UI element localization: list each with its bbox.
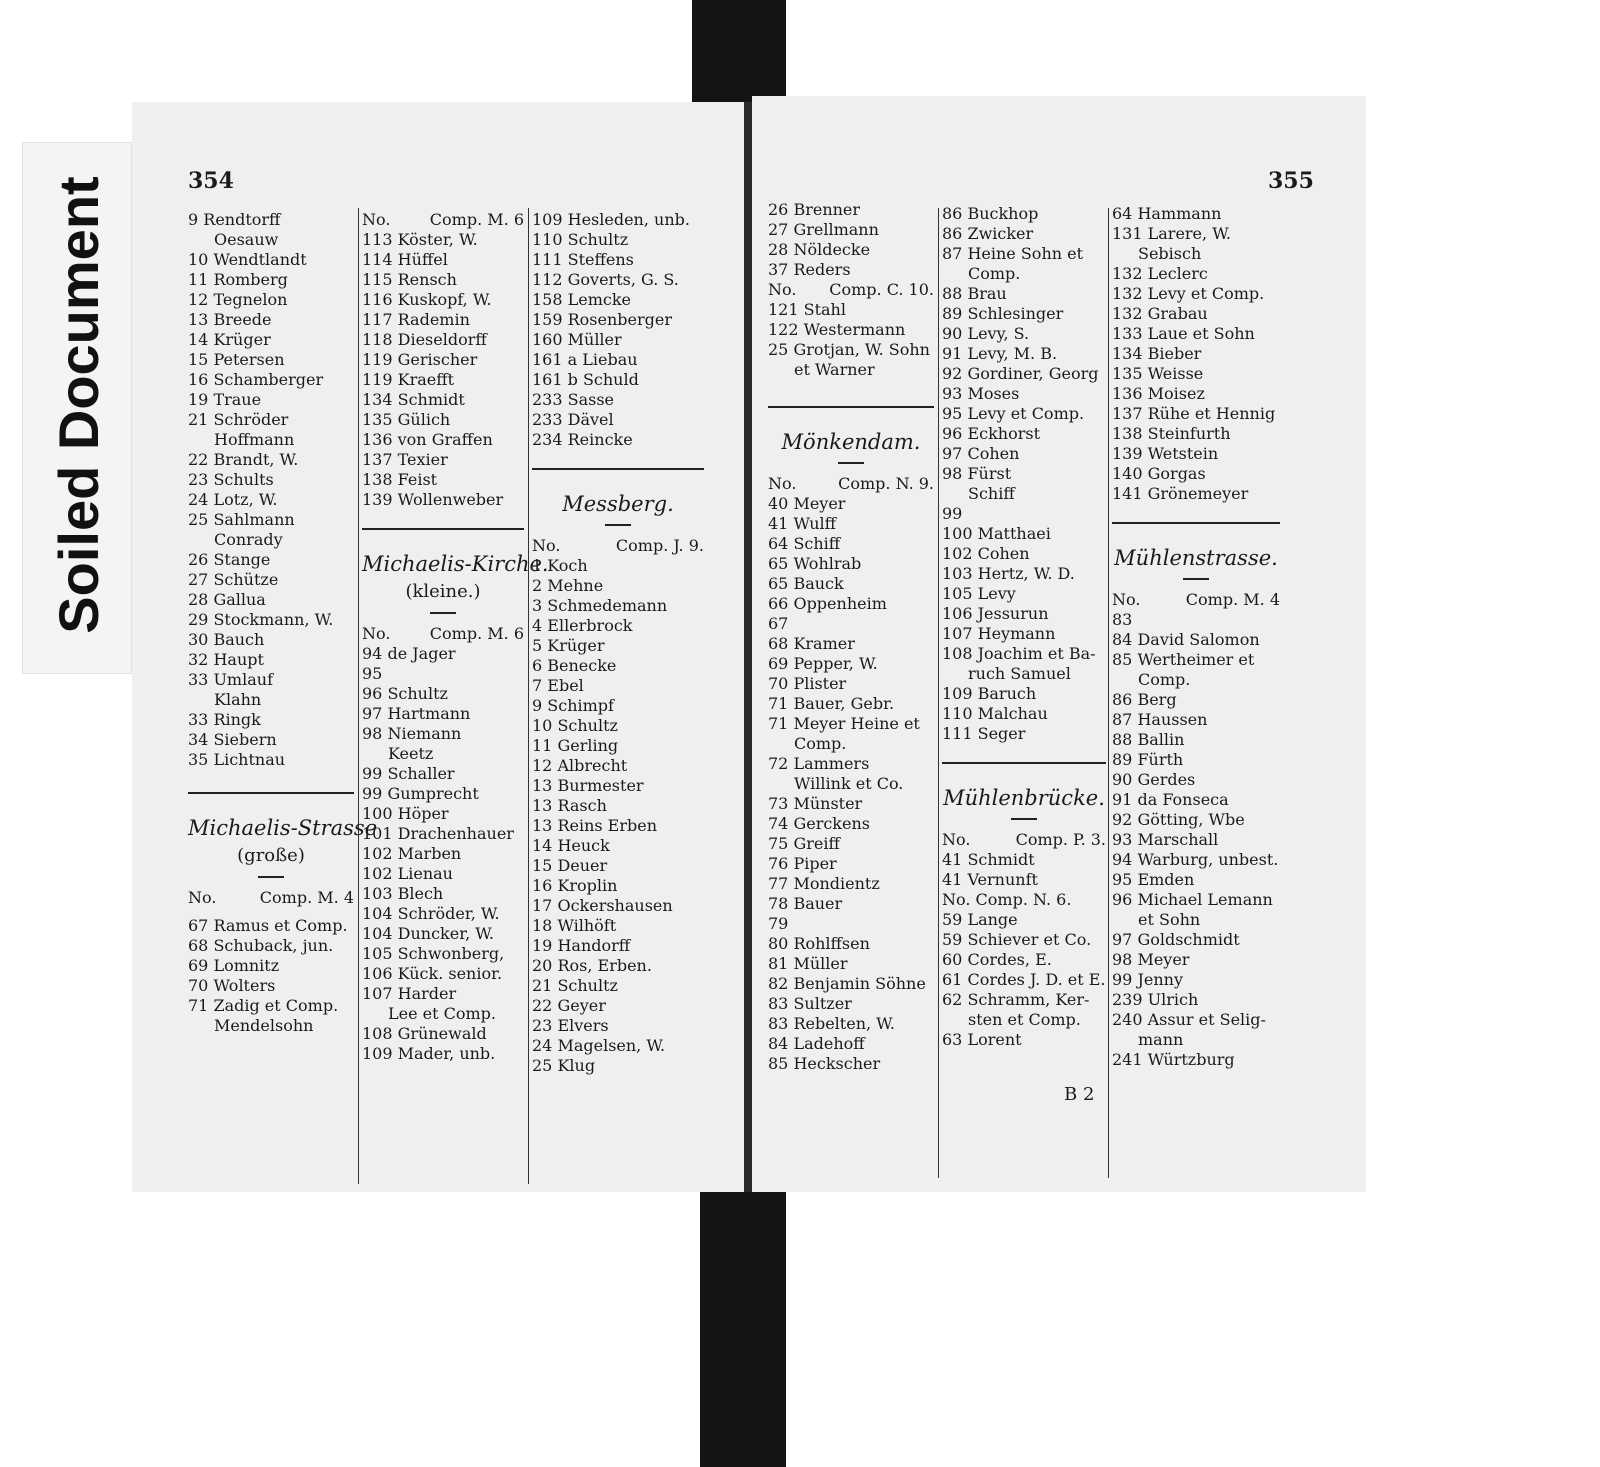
directory-entry: 71 Bauer, Gebr. bbox=[768, 694, 895, 713]
directory-entry: 9 Rendtorff bbox=[188, 210, 281, 229]
column-header bbox=[942, 830, 1106, 850]
section-dash bbox=[258, 876, 284, 878]
directory-entry: 104 Schröder, W. bbox=[362, 904, 500, 923]
comp-label: Comp. N. 9. bbox=[838, 474, 934, 493]
directory-entry: 86 Berg bbox=[1112, 690, 1177, 709]
directory-entry: 135 Gülich bbox=[362, 410, 451, 429]
directory-entry: 25 Grotjan, W. Sohn bbox=[768, 340, 930, 359]
directory-entry: 140 Gorgas bbox=[1112, 464, 1206, 483]
directory-entry: 85 Wertheimer et bbox=[1112, 650, 1255, 669]
directory-entry: 41 Vernunft bbox=[942, 870, 1038, 889]
page-left bbox=[132, 102, 746, 1192]
directory-entry: 15 Petersen bbox=[188, 350, 285, 369]
directory-entry: 66 Oppenheim bbox=[768, 594, 887, 613]
directory-entry: 100 Matthaei bbox=[942, 524, 1051, 543]
no-label: No. bbox=[532, 536, 561, 555]
directory-entry: 93 Moses bbox=[942, 384, 1020, 403]
directory-entry: 69 Lomnitz bbox=[188, 956, 280, 975]
directory-entry: 102 Cohen bbox=[942, 544, 1030, 563]
directory-entry: 13 Breede bbox=[188, 310, 272, 329]
directory-entry: 88 Brau bbox=[942, 284, 1007, 303]
entry-continuation: et Sohn bbox=[1138, 910, 1201, 929]
film-strip-top bbox=[692, 0, 786, 104]
directory-entry: 109 Baruch bbox=[942, 684, 1037, 703]
directory-entry: 113 Köster, W. bbox=[362, 230, 478, 249]
directory-entry: 137 Rühe et Hennig bbox=[1112, 404, 1276, 423]
directory-entry: 97 Hartmann bbox=[362, 704, 471, 723]
section-rule bbox=[188, 792, 354, 794]
directory-entry: 33 Ringk bbox=[188, 710, 261, 729]
directory-entry: 110 Malchau bbox=[942, 704, 1048, 723]
directory-entry: 25 Klug bbox=[532, 1056, 596, 1075]
directory-entry: 132 Grabau bbox=[1112, 304, 1208, 323]
directory-entry: 100 Höper bbox=[362, 804, 449, 823]
directory-entry: 106 Kück. senior. bbox=[362, 964, 503, 983]
comp-label: Comp. M. 6 bbox=[429, 624, 524, 643]
directory-entry: 139 Wollenweber bbox=[362, 490, 504, 509]
directory-entry: 27 Grellmann bbox=[768, 220, 879, 239]
directory-entry: 6 Benecke bbox=[532, 656, 617, 675]
directory-entry: 89 Schlesinger bbox=[942, 304, 1064, 323]
directory-entry: 62 Schramm, Ker- bbox=[942, 990, 1090, 1009]
directory-entry: 70 Wolters bbox=[188, 976, 276, 995]
directory-entry: 67 bbox=[768, 614, 789, 633]
directory-entry: 14 Krüger bbox=[188, 330, 271, 349]
entry-continuation: Sebisch bbox=[1138, 244, 1202, 263]
section-rule bbox=[362, 528, 524, 530]
directory-entry: 76 Piper bbox=[768, 854, 837, 873]
directory-entry: 99 bbox=[942, 504, 963, 523]
directory-entry: 97 Goldschmidt bbox=[1112, 930, 1240, 949]
entry-continuation: Keetz bbox=[388, 744, 434, 763]
directory-entry: 9 Schimpf bbox=[532, 696, 614, 715]
directory-entry: 105 Levy bbox=[942, 584, 1016, 603]
directory-entry: 73 Münster bbox=[768, 794, 863, 813]
directory-entry: 25 Sahlmann bbox=[188, 510, 295, 529]
entry-list bbox=[768, 300, 934, 380]
directory-entry: 22 Geyer bbox=[532, 996, 606, 1015]
directory-entry: 63 Lorent bbox=[942, 1030, 1022, 1049]
column-rule bbox=[938, 208, 939, 1178]
section-dash bbox=[430, 612, 456, 614]
section-subtitle: (große) bbox=[237, 845, 305, 866]
no-label: No. bbox=[362, 210, 391, 229]
directory-entry: 104 Duncker, W. bbox=[362, 924, 494, 943]
column-rule bbox=[358, 208, 359, 1184]
entry-continuation: ruch Samuel bbox=[968, 664, 1071, 683]
directory-entry: 90 Levy, S. bbox=[942, 324, 1030, 343]
comp-label: Comp. P. 3. bbox=[1015, 830, 1106, 849]
directory-entry: 111 Steffens bbox=[532, 250, 634, 269]
directory-entry: 96 Eckhorst bbox=[942, 424, 1041, 443]
directory-entry: 16 Kroplin bbox=[532, 876, 618, 895]
entry-list bbox=[942, 850, 1106, 1050]
directory-entry: 68 Kramer bbox=[768, 634, 855, 653]
directory-entry: 83 Sultzer bbox=[768, 994, 852, 1013]
directory-entry: 12 Tegnelon bbox=[188, 290, 288, 309]
directory-entry: 86 Zwicker bbox=[942, 224, 1034, 243]
directory-entry: 135 Weisse bbox=[1112, 364, 1204, 383]
directory-entry: 84 Ladehoff bbox=[768, 1034, 865, 1053]
comp-label: Comp. C. 10. bbox=[829, 280, 934, 299]
directory-entry: 4 Ellerbrock bbox=[532, 616, 633, 635]
directory-entry: 87 Heine Sohn et bbox=[942, 244, 1084, 263]
directory-entry: 85 Heckscher bbox=[768, 1054, 881, 1073]
directory-entry: 7 Ebel bbox=[532, 676, 584, 695]
comp-label: Comp. M. 4 bbox=[259, 888, 354, 907]
section-dash bbox=[838, 462, 864, 464]
column-right-2 bbox=[942, 204, 1106, 1050]
entry-list bbox=[768, 494, 934, 1074]
directory-entry: 21 Schröder bbox=[188, 410, 289, 429]
directory-entry: 29 Stockmann, W. bbox=[188, 610, 334, 629]
directory-entry: 107 Harder bbox=[362, 984, 457, 1003]
section-rule bbox=[1112, 522, 1280, 524]
directory-entry: 24 Lotz, W. bbox=[188, 490, 278, 509]
directory-entry: 101 Drachenhauer bbox=[362, 824, 514, 843]
no-label: No. bbox=[1112, 590, 1141, 609]
directory-entry: 88 Ballin bbox=[1112, 730, 1185, 749]
directory-entry: 102 Lienau bbox=[362, 864, 453, 883]
directory-entry: 26 Stange bbox=[188, 550, 271, 569]
directory-entry: 14 Heuck bbox=[532, 836, 610, 855]
directory-entry: 138 Steinfurth bbox=[1112, 424, 1231, 443]
directory-entry: 107 Heymann bbox=[942, 624, 1056, 643]
directory-entry: 60 Cordes, E. bbox=[942, 950, 1052, 969]
entry-continuation: mann bbox=[1138, 1030, 1184, 1049]
entry-list bbox=[532, 210, 704, 450]
directory-entry: 119 Gerischer bbox=[362, 350, 478, 369]
directory-entry: 17 Ockershausen bbox=[532, 896, 673, 915]
directory-entry: 119 Kraefft bbox=[362, 370, 455, 389]
entry-list bbox=[362, 230, 524, 510]
directory-entry: 98 Fürst bbox=[942, 464, 1012, 483]
directory-entry: 70 Plister bbox=[768, 674, 847, 693]
entry-list bbox=[768, 200, 934, 280]
column-right-1 bbox=[768, 200, 934, 1074]
directory-entry: 10 Wendtlandt bbox=[188, 250, 307, 269]
directory-entry: 27 Schütze bbox=[188, 570, 279, 589]
directory-entry: 30 Bauch bbox=[188, 630, 265, 649]
directory-entry: 13 Reins Erben bbox=[532, 816, 658, 835]
tab-label: Soiled Document bbox=[47, 176, 110, 634]
column-header bbox=[768, 280, 934, 300]
directory-entry: 108 Joachim et Ba- bbox=[942, 644, 1096, 663]
entry-list bbox=[942, 204, 1106, 744]
section-dash bbox=[1011, 818, 1037, 820]
directory-entry: 116 Kuskopf, W. bbox=[362, 290, 492, 309]
no-label: No. bbox=[188, 888, 217, 907]
directory-entry: 131 Larere, W. bbox=[1112, 224, 1231, 243]
directory-entry: 22 Brandt, W. bbox=[188, 450, 299, 469]
entry-continuation: Mendelsohn bbox=[214, 1016, 314, 1035]
entry-list bbox=[1112, 204, 1280, 504]
directory-entry: 64 Schiff bbox=[768, 534, 841, 553]
entry-list bbox=[188, 916, 354, 1036]
directory-entry: 105 Schwonberg, bbox=[362, 944, 505, 963]
entry-continuation: sten et Comp. bbox=[968, 1010, 1081, 1029]
directory-entry: 161 a Liebau bbox=[532, 350, 638, 369]
section-rule bbox=[532, 468, 704, 470]
directory-entry: 16 Schamberger bbox=[188, 370, 324, 389]
directory-entry: 83 Rebelten, W. bbox=[768, 1014, 895, 1033]
directory-entry: 32 Haupt bbox=[188, 650, 264, 669]
column-header bbox=[532, 536, 704, 556]
directory-entry: 15 Deuer bbox=[532, 856, 608, 875]
column-right-3 bbox=[1112, 204, 1280, 1070]
section-title-messberg: Messberg. bbox=[562, 492, 674, 516]
section-rule bbox=[942, 762, 1106, 764]
directory-entry: 20 Ros, Erben. bbox=[532, 956, 652, 975]
directory-entry: 11 Romberg bbox=[188, 270, 288, 289]
column-header bbox=[1112, 590, 1280, 610]
directory-entry: 99 Gumprecht bbox=[362, 784, 479, 803]
directory-entry: 1 Koch bbox=[532, 556, 588, 575]
directory-entry: 109 Mader, unb. bbox=[362, 1044, 496, 1063]
directory-entry: 95 Emden bbox=[1112, 870, 1195, 889]
directory-entry: 68 Schuback, jun. bbox=[188, 936, 334, 955]
directory-entry: 114 Hüffel bbox=[362, 250, 448, 269]
directory-entry: 137 Texier bbox=[362, 450, 448, 469]
section-title-michaelis-kirche: Michaelis-Kirche. bbox=[362, 552, 549, 576]
section-title-michaelis-strasse: Michaelis-Strasse bbox=[188, 816, 378, 840]
directory-entry: 18 Wilhöft bbox=[532, 916, 617, 935]
directory-entry: 141 Grönemeyer bbox=[1112, 484, 1249, 503]
directory-entry: 65 Bauck bbox=[768, 574, 844, 593]
directory-entry: 98 Meyer bbox=[1112, 950, 1190, 969]
directory-entry: 84 David Salomon bbox=[1112, 630, 1260, 649]
directory-entry: 234 Reincke bbox=[532, 430, 633, 449]
directory-entry: 79 bbox=[768, 914, 789, 933]
directory-entry: 80 Rohlffsen bbox=[768, 934, 870, 953]
directory-entry: 233 Dävel bbox=[532, 410, 614, 429]
directory-entry: 117 Rademin bbox=[362, 310, 470, 329]
directory-entry: 136 Moisez bbox=[1112, 384, 1205, 403]
directory-entry: 28 Nöldecke bbox=[768, 240, 871, 259]
directory-entry: 132 Leclerc bbox=[1112, 264, 1208, 283]
directory-entry: 91 da Fonseca bbox=[1112, 790, 1229, 809]
directory-entry: 23 Schults bbox=[188, 470, 274, 489]
directory-entry: 122 Westermann bbox=[768, 320, 906, 339]
directory-entry: 83 bbox=[1112, 610, 1133, 629]
entry-list bbox=[1112, 610, 1280, 1070]
directory-entry: 78 Bauer bbox=[768, 894, 843, 913]
directory-entry: 89 Fürth bbox=[1112, 750, 1184, 769]
directory-entry: 26 Brenner bbox=[768, 200, 861, 219]
directory-entry: 121 Stahl bbox=[768, 300, 846, 319]
page-number-left: 354 bbox=[188, 168, 234, 194]
directory-entry: 19 Traue bbox=[188, 390, 262, 409]
directory-entry: 10 Schultz bbox=[532, 716, 618, 735]
directory-entry: 159 Rosenberger bbox=[532, 310, 673, 329]
directory-entry: 69 Pepper, W. bbox=[768, 654, 878, 673]
directory-entry: 99 Jenny bbox=[1112, 970, 1183, 989]
entry-continuation: Willink et Co. bbox=[794, 774, 904, 793]
directory-entry: 90 Gerdes bbox=[1112, 770, 1196, 789]
section-dash bbox=[605, 524, 631, 526]
entry-continuation: Klahn bbox=[214, 690, 262, 709]
column-header bbox=[768, 474, 934, 494]
directory-entry: 24 Magelsen, W. bbox=[532, 1036, 666, 1055]
directory-entry: 94 Warburg, unbest. bbox=[1112, 850, 1279, 869]
signature-mark: B 2 bbox=[1064, 1084, 1095, 1105]
directory-entry: 103 Hertz, W. D. bbox=[942, 564, 1075, 583]
directory-entry: 74 Gerckens bbox=[768, 814, 870, 833]
directory-entry: 3 Schmedemann bbox=[532, 596, 668, 615]
directory-entry: 110 Schultz bbox=[532, 230, 629, 249]
directory-entry: 98 Niemann bbox=[362, 724, 462, 743]
directory-entry: 13 Rasch bbox=[532, 796, 607, 815]
directory-entry: 92 Gordiner, Georg bbox=[942, 364, 1099, 383]
directory-entry: 233 Sasse bbox=[532, 390, 615, 409]
directory-entry: 112 Goverts, G. S. bbox=[532, 270, 679, 289]
section-dash bbox=[1183, 578, 1209, 580]
comp-label: Comp. J. 9. bbox=[615, 536, 704, 555]
directory-entry: 13 Burmester bbox=[532, 776, 644, 795]
directory-entry: 161 b Schuld bbox=[532, 370, 639, 389]
directory-entry: 40 Meyer bbox=[768, 494, 846, 513]
directory-entry: 19 Handorff bbox=[532, 936, 631, 955]
directory-entry: 239 Ulrich bbox=[1112, 990, 1199, 1009]
directory-entry: 136 von Graffen bbox=[362, 430, 493, 449]
directory-entry: 99 Schaller bbox=[362, 764, 455, 783]
directory-entry: 93 Marschall bbox=[1112, 830, 1219, 849]
directory-entry: 71 Zadig et Comp. bbox=[188, 996, 339, 1015]
section-title-moenkendam: Mönkendam. bbox=[781, 430, 921, 454]
directory-entry: 35 Lichtnau bbox=[188, 750, 286, 769]
directory-entry: 86 Buckhop bbox=[942, 204, 1039, 223]
directory-entry: 82 Benjamin Söhne bbox=[768, 974, 926, 993]
column-header bbox=[188, 888, 354, 908]
directory-entry: 95 bbox=[362, 664, 383, 683]
directory-entry: 72 Lammers bbox=[768, 754, 870, 773]
directory-entry: 118 Dieseldorff bbox=[362, 330, 487, 349]
column-rule bbox=[528, 208, 529, 1184]
directory-entry: 21 Schultz bbox=[532, 976, 618, 995]
no-label: No. bbox=[942, 830, 971, 849]
directory-entry: 23 Elvers bbox=[532, 1016, 609, 1035]
entry-continuation: Conrady bbox=[214, 530, 283, 549]
section-rule bbox=[768, 406, 934, 408]
column-header bbox=[362, 210, 524, 230]
no-label: No. bbox=[768, 280, 797, 299]
entry-list bbox=[188, 210, 354, 770]
directory-entry: 240 Assur et Selig- bbox=[1112, 1010, 1266, 1029]
no-label: No. bbox=[768, 474, 797, 493]
column-left-3 bbox=[532, 210, 704, 1076]
directory-entry: 77 Mondientz bbox=[768, 874, 880, 893]
directory-entry: 96 Schultz bbox=[362, 684, 448, 703]
comp-label: Comp. M. 6 bbox=[429, 210, 524, 229]
directory-entry: 59 Lange bbox=[942, 910, 1018, 929]
directory-entry: 158 Lemcke bbox=[532, 290, 632, 309]
page-number-right: 355 bbox=[1268, 168, 1314, 194]
directory-entry: 134 Bieber bbox=[1112, 344, 1202, 363]
directory-entry: 102 Marben bbox=[362, 844, 462, 863]
directory-entry: 108 Grünewald bbox=[362, 1024, 487, 1043]
directory-entry: 91 Levy, M. B. bbox=[942, 344, 1058, 363]
directory-entry: 33 Umlauf bbox=[188, 670, 273, 689]
directory-entry: 75 Greiff bbox=[768, 834, 840, 853]
directory-entry: 103 Blech bbox=[362, 884, 444, 903]
directory-entry: 67 Ramus et Comp. bbox=[188, 916, 348, 935]
entry-continuation: Comp. bbox=[968, 264, 1021, 283]
directory-entry: 95 Levy et Comp. bbox=[942, 404, 1085, 423]
section-title-muehlenbruecke: Mühlenbrücke. bbox=[943, 786, 1105, 810]
soiled-document-tab bbox=[22, 142, 132, 674]
directory-entry: 65 Wohlrab bbox=[768, 554, 862, 573]
entry-continuation: Schiff bbox=[968, 484, 1015, 503]
column-left-2 bbox=[362, 210, 549, 1064]
entry-list bbox=[532, 556, 704, 1076]
no-label: No. bbox=[362, 624, 391, 643]
directory-entry: 41 Schmidt bbox=[942, 850, 1035, 869]
directory-entry: 11 Gerling bbox=[532, 736, 619, 755]
directory-entry: 134 Schmidt bbox=[362, 390, 465, 409]
directory-entry: 111 Seger bbox=[942, 724, 1026, 743]
directory-entry: 138 Feist bbox=[362, 470, 438, 489]
directory-entry: 139 Wetstein bbox=[1112, 444, 1219, 463]
entry-continuation: Lee et Comp. bbox=[388, 1004, 497, 1023]
entry-list bbox=[362, 644, 524, 1064]
directory-entry: 96 Michael Lemann bbox=[1112, 890, 1273, 909]
entry-continuation: Oesauw bbox=[214, 230, 279, 249]
directory-entry: 109 Hesleden, unb. bbox=[532, 210, 690, 229]
directory-entry: 97 Cohen bbox=[942, 444, 1020, 463]
entry-continuation: et Warner bbox=[794, 360, 875, 379]
directory-entry: 115 Rensch bbox=[362, 270, 457, 289]
directory-entry: No. Comp. N. 6. bbox=[942, 890, 1072, 909]
directory-entry: 92 Götting, Wbe bbox=[1112, 810, 1245, 829]
page-right bbox=[752, 96, 1366, 1192]
directory-entry: 41 Wulff bbox=[768, 514, 837, 533]
directory-entry: 28 Gallua bbox=[188, 590, 266, 609]
film-strip-bottom bbox=[700, 1190, 786, 1467]
directory-entry: 12 Albrecht bbox=[532, 756, 628, 775]
directory-entry: 59 Schiever et Co. bbox=[942, 930, 1092, 949]
directory-entry: 87 Haussen bbox=[1112, 710, 1208, 729]
section-title-muehlenstrasse: Mühlenstrasse. bbox=[1114, 546, 1278, 570]
entry-continuation: Comp. bbox=[1138, 670, 1191, 689]
directory-entry: 61 Cordes J. D. et E. bbox=[942, 970, 1106, 989]
directory-entry: 71 Meyer Heine et bbox=[768, 714, 920, 733]
comp-label: Comp. M. 4 bbox=[1185, 590, 1280, 609]
column-header bbox=[362, 624, 524, 644]
directory-entry: 2 Mehne bbox=[532, 576, 604, 595]
column-rule bbox=[1108, 208, 1109, 1178]
directory-entry: 133 Laue et Sohn bbox=[1112, 324, 1255, 343]
entry-continuation: Comp. bbox=[794, 734, 847, 753]
directory-entry: 64 Hammann bbox=[1112, 204, 1222, 223]
directory-entry: 37 Reders bbox=[768, 260, 851, 279]
section-subtitle: (kleine.) bbox=[405, 581, 481, 602]
directory-entry: 34 Siebern bbox=[188, 730, 277, 749]
directory-entry: 106 Jessurun bbox=[942, 604, 1049, 623]
entry-continuation: Hoffmann bbox=[214, 430, 295, 449]
directory-entry: 160 Müller bbox=[532, 330, 622, 349]
directory-entry: 94 de Jager bbox=[362, 644, 456, 663]
directory-entry: 241 Würtzburg bbox=[1112, 1050, 1235, 1069]
directory-entry: 5 Krüger bbox=[532, 636, 605, 655]
directory-entry: 132 Levy et Comp. bbox=[1112, 284, 1265, 303]
directory-entry: 81 Müller bbox=[768, 954, 848, 973]
